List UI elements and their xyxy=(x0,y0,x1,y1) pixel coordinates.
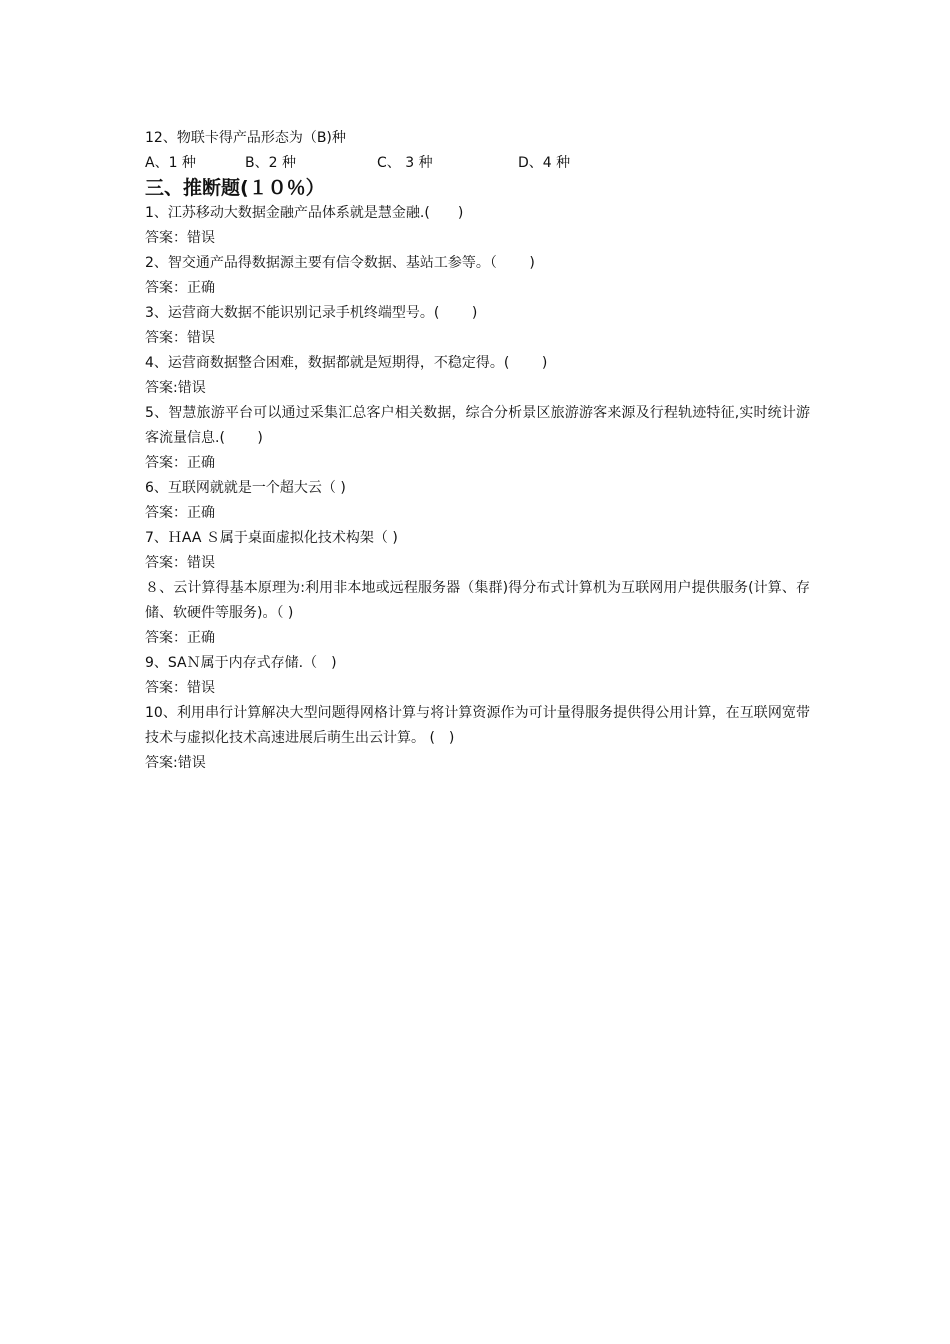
question-10: 10、利用串行计算解决大型问题得网格计算与将计算资源作为可计量得服务提供得公用计算，在互联网宽带技术与虚拟化技术高速进展后萌生出云计算。 ( ) xyxy=(145,705,810,746)
answer-3: 答案：错误 xyxy=(145,330,215,346)
question-6: 6、互联网就就是一个超大云（ ) xyxy=(145,480,346,496)
answer-7: 答案：错误 xyxy=(145,555,215,571)
question-12-options xyxy=(145,151,810,176)
question-5: 5、智慧旅游平台可以通过采集汇总客户相关数据，综合分析景区旅游游客来源及行程轨迹特征,实时统计游客流量信息.( ) xyxy=(145,405,810,446)
question-1: 1、江苏移动大数据金融产品体系就是慧金融.( ) xyxy=(145,205,464,221)
answer-2: 答案：正确 xyxy=(145,280,215,296)
option-c: C、 3 种 xyxy=(377,155,433,171)
answer-6: 答案：正确 xyxy=(145,505,215,521)
question-9: 9、SAＮ属于内存式存储.（ ) xyxy=(145,655,337,671)
option-b: B、2 种 xyxy=(245,155,296,171)
question-3: 3、运营商大数据不能识别记录手机终端型号。( ) xyxy=(145,305,478,321)
answer-4: 答案:错误 xyxy=(145,380,206,396)
option-a: A、1 种 xyxy=(145,155,196,171)
section-title: 三、推断题(１０％） xyxy=(145,177,325,199)
answer-1: 答案：错误 xyxy=(145,230,215,246)
answer-5: 答案：正确 xyxy=(145,455,215,471)
question-4: 4、运营商数据整合困难，数据都就是短期得，不稳定得。( ) xyxy=(145,355,548,371)
answer-8: 答案：正确 xyxy=(145,630,215,646)
document-content xyxy=(145,126,810,776)
question-8: ８、云计算得基本原理为:利用非本地或远程服务器（集群)得分布式计算机为互联网用户提供服务(计算、存储、软硬件等服务)。（ ) xyxy=(145,580,810,621)
answer-9: 答案：错误 xyxy=(145,680,215,696)
question-12: 12、物联卡得产品形态为（B)种 xyxy=(145,130,346,146)
answer-10: 答案:错误 xyxy=(145,755,206,771)
option-d: D、4 种 xyxy=(518,155,571,171)
question-7: 7、ＨAA Ｓ属于桌面虚拟化技术构架（ ) xyxy=(145,530,398,546)
question-2: 2、智交通产品得数据源主要有信令数据、基站工参等。（ ) xyxy=(145,255,535,271)
